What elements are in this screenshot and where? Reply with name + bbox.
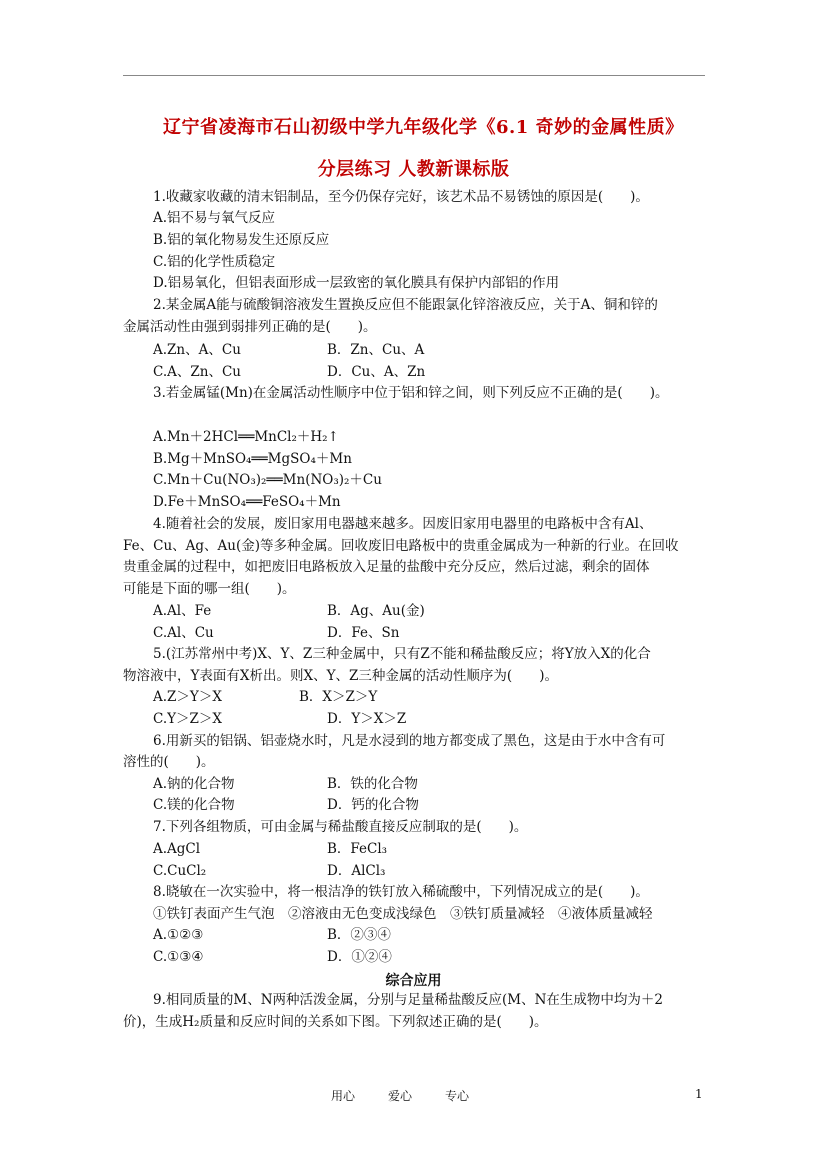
q1-option-b: B.铝的氧化物易发生还原反应 [153, 232, 330, 248]
q8-stem: 8.晓敏在一次实验中，将一根洁净的铁钉放入稀硫酸中，下列情况成立的是( )。 [153, 884, 649, 900]
q3-stem: 3.若金属锰(Mn)在金属活动性顺序中位于铝和锌之间，则下列反应不正确的是( )。 [153, 385, 669, 401]
q2-option-b: B．Zn、Cu、A [327, 342, 425, 358]
footer-motto-2: 爱心 [388, 1089, 413, 1103]
q1-option-c: C.铝的化学性质稳定 [153, 254, 276, 270]
q5-option-a: A.Z＞Y＞X [153, 689, 222, 705]
q3-option-d: D.Fe＋MnSO₄══FeSO₄＋Mn [153, 494, 341, 510]
q3-option-b: B.Mg＋MnSO₄══MgSO₄＋Mn [153, 451, 352, 467]
q8-option-b: B．②③④ [327, 927, 391, 943]
q6-stem-line1: 6.用新买的铝锅、铝壶烧水时，凡是水浸到的地方都变成了黑色，这是由于水中含有可 [153, 733, 666, 749]
q7-stem: 7.下列各组物质，可由金属与稀盐酸直接反应制取的是( )。 [153, 819, 528, 835]
q2-stem-line1: 2.某金属A能与硫酸铜溶液发生置换反应但不能跟氯化锌溶液反应，关于A、铜和锌的 [153, 297, 658, 313]
q2-option-a: A.Zn、A、Cu [153, 342, 241, 358]
q8-statements: ①铁钉表面产生气泡 ②溶液由无色变成浅绿色 ③铁钉质量减轻 ④液体质量减轻 [153, 906, 653, 922]
q4-stem-line4: 可能是下面的哪一组( )。 [123, 581, 296, 597]
document-title-line2: 分层练习 人教新课标版 [317, 159, 510, 180]
q5-stem-line1: 5.(江苏常州中考)X、Y、Z三种金属中，只有Z不能和稀盐酸反应；将Y放入X的化合 [153, 646, 651, 662]
q1-option-d: D.铝易氧化，但铝表面形成一层致密的氧化膜具有保护内部铝的作用 [153, 275, 560, 291]
q4-stem-line1: 4.随着社会的发展，废旧家用电器越来越多。因废旧家用电器里的电路板中含有Al、 [153, 516, 653, 532]
q6-option-b: B．铁的化合物 [327, 776, 418, 792]
q8-option-a: A.①②③ [153, 927, 204, 943]
q7-option-d: D．AlCl₃ [327, 863, 386, 879]
footer-motto-3: 专心 [445, 1089, 470, 1103]
q4-option-a: A.Al、Fe [153, 603, 212, 619]
q7-option-c: C.CuCl₂ [153, 863, 207, 879]
q3-option-a: A.Mn＋2HCl══MnCl₂＋H₂↑ [153, 429, 339, 445]
q2-option-d: D．Cu、A、Zn [327, 364, 426, 380]
q2-option-c: C.A、Zn、Cu [153, 364, 241, 380]
q5-option-b: B．X＞Z＞Y [299, 689, 378, 705]
q9-stem-line1: 9.相同质量的M、N两种活泼金属，分别与足量稀盐酸反应(M、N在生成物中均为＋2 [153, 992, 664, 1008]
q8-option-d: D．①②④ [327, 949, 392, 965]
document-title-line1: 辽宁省凌海市石山初级中学九年级化学《6.1 奇妙的金属性质》 [163, 117, 684, 138]
q1-stem: 1.收藏家收藏的清末铝制品，至今仍保存完好，该艺术品不易锈蚀的原因是( )。 [153, 189, 649, 205]
q4-stem-line3: 贵重金属的过程中，如把废旧电路板放入足量的盐酸中充分反应，然后过滤，剩余的固体 [123, 559, 650, 575]
q4-option-d: D．Fe、Sn [327, 625, 400, 641]
header-rule [123, 75, 705, 76]
q6-option-a: A.钠的化合物 [153, 776, 235, 792]
q4-option-b: B．Ag、Au(金) [327, 603, 425, 619]
q7-option-a: A.AgCl [153, 841, 201, 857]
q4-option-c: C.Al、Cu [153, 625, 214, 641]
q6-stem-line2: 溶性的( )。 [123, 754, 215, 770]
q9-stem-line2: 价)，生成H₂质量和反应时间的关系如下图。下列叙述正确的是( )。 [123, 1014, 548, 1030]
q5-option-d: D．Y＞X＞Z [327, 711, 407, 727]
q7-option-b: B．FeCl₃ [327, 841, 388, 857]
q3-option-c: C.Mn＋Cu(NO₃)₂══Mn(NO₃)₂＋Cu [153, 472, 382, 488]
q6-option-d: D．钙的化合物 [327, 797, 419, 813]
q5-stem-line2: 物溶液中，Y表面有X析出。则X、Y、Z三种金属的活动性顺序为( )。 [123, 668, 558, 684]
page-number: 1 [695, 1087, 703, 1101]
q8-option-c: C.①③④ [153, 949, 204, 965]
footer-motto-1: 用心 [331, 1089, 356, 1103]
q2-stem-line2: 金属活动性由强到弱排列正确的是( )。 [123, 319, 377, 335]
q1-option-a: A.铝不易与氧气反应 [153, 210, 276, 226]
q6-option-c: C.镁的化合物 [153, 797, 235, 813]
q4-stem-line2: Fe、Cu、Ag、Au(金)等多种金属。回收废旧电路板中的贵重金属成为一种新的行业。在回收 [123, 538, 679, 554]
q5-option-c: C.Y＞Z＞X [153, 711, 223, 727]
section-heading: 综合应用 [385, 973, 442, 989]
